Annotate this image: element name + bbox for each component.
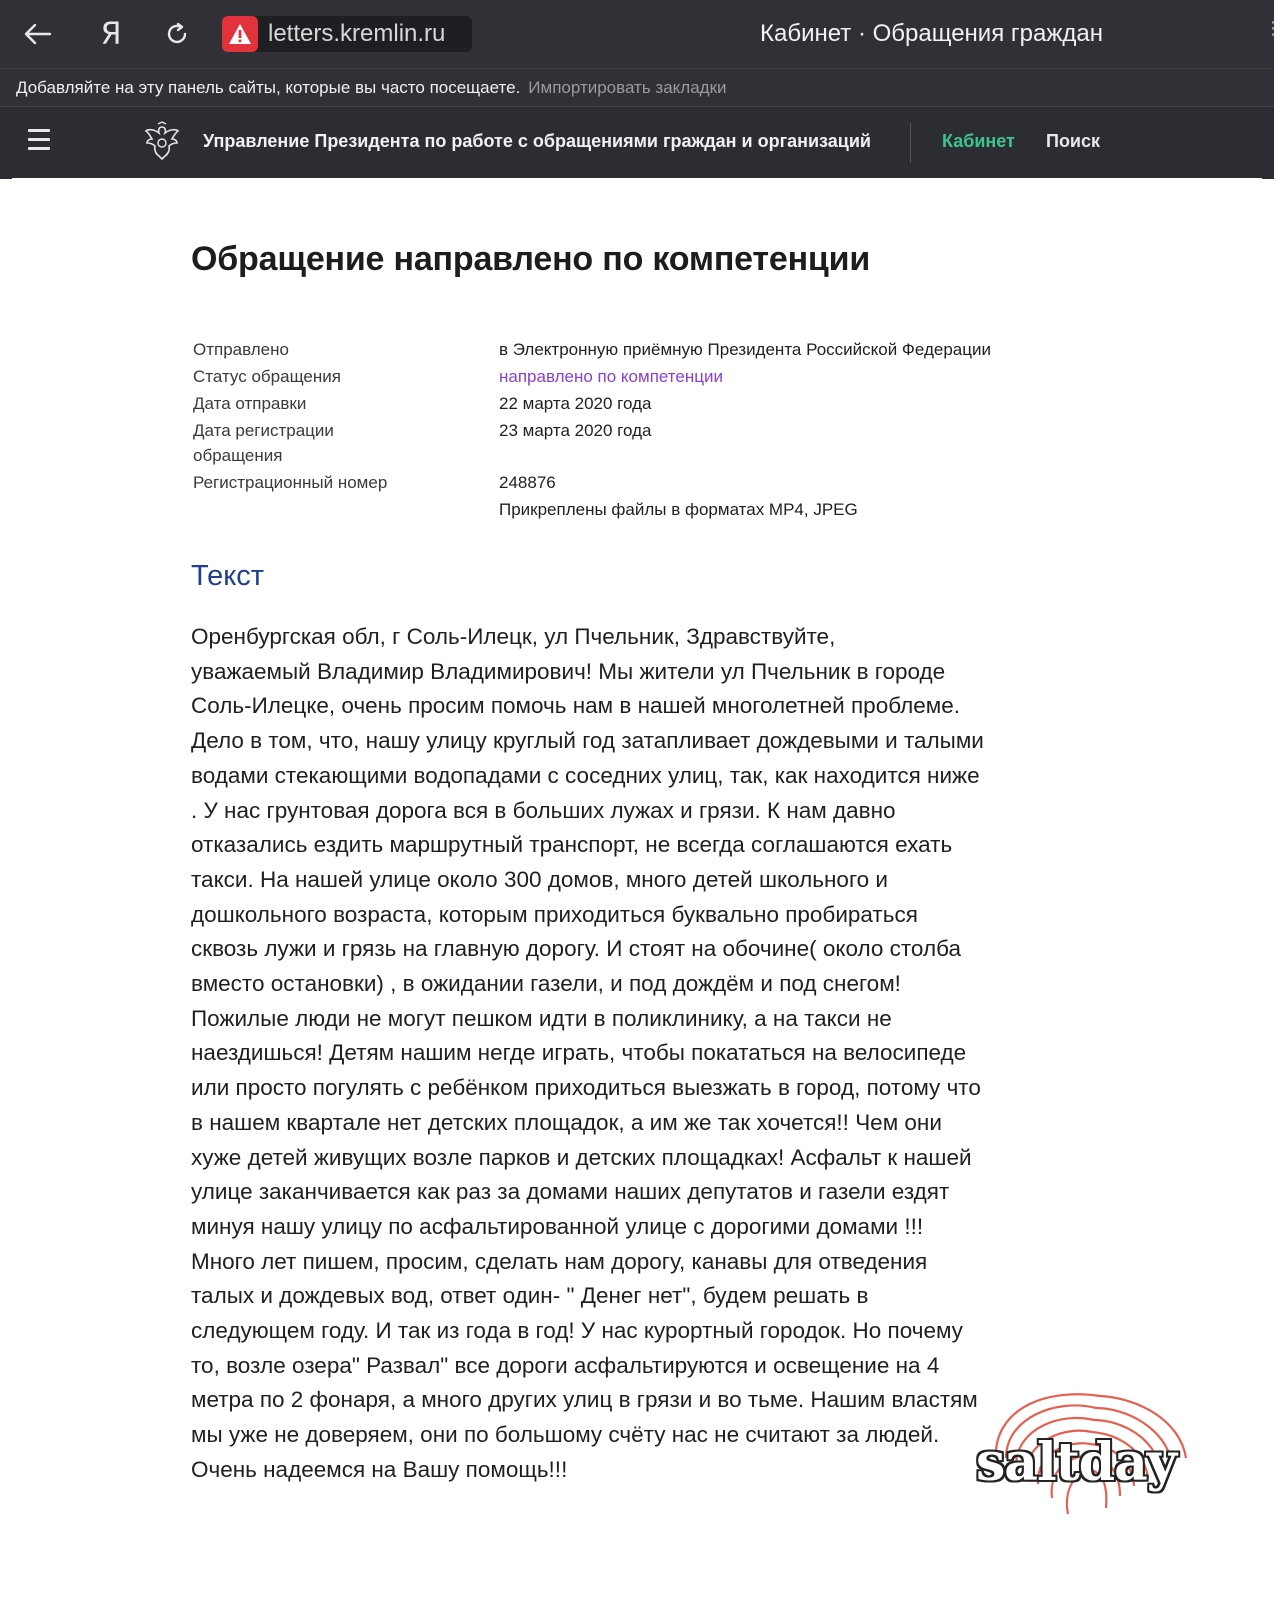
double-headed-eagle-icon[interactable] [144, 121, 180, 161]
appeal-text-line: или просто погулять с ребёнком приходиться выезжать в город, потому что [191, 1075, 981, 1101]
appeal-text-line: уважаемый Владимир Владимирович! Мы жители ул Пчельник в городе [191, 658, 946, 684]
header-divider [910, 123, 911, 163]
import-bookmarks-link[interactable]: Импортировать закладки [528, 77, 727, 97]
yandex-button[interactable]: Я [100, 16, 122, 52]
appeal-text-line: . У нас грунтовая дорога вся в больших лужах и грязи. К нам давно [191, 797, 896, 823]
meta-date-reg-value: 23 марта 2020 года [499, 421, 652, 440]
warning-icon[interactable] [222, 16, 258, 52]
bookmarks-hint: Добавляйте на эту панель сайты, которые вы часто посещаете. [16, 77, 521, 97]
appeal-text-line: сквозь лужи и грязь на главную дорогу. И стоят на обочине( около столба [191, 936, 961, 962]
appeal-text-line: Дело в том, что, нашу улицу круглый год затапливает дождевыми и талыми [191, 728, 984, 754]
meta-status-label: Статус обращения [193, 367, 341, 386]
appeal-text-line: Пожилые люди не могут пешком идти в поликлинику, а на такси не [191, 1005, 892, 1031]
meta-sent-label: Отправлено [193, 340, 289, 359]
appeal-text-line: дошкольного возраста, которым приходиться буквально пробираться [191, 901, 918, 927]
tab-title: Кабинет · Обращения граждан [760, 20, 1103, 47]
meta-reg-number-value: 248876 [499, 473, 556, 492]
meta-date-sent-label: Дата отправки [193, 394, 307, 413]
meta-status-value[interactable]: направлено по компетенции [499, 367, 723, 386]
section-heading-text: Текст [191, 560, 265, 592]
page-title: Обращение направлено по компетенции [191, 240, 871, 278]
meta-date-reg-label: Дата регистрации обращения [193, 421, 334, 465]
appeal-text-line: Очень надеемся на Вашу помощь!!! [191, 1456, 568, 1482]
appeal-text-line: такси. На нашей улице около 300 домов, много детей школьного и [191, 866, 888, 892]
address-bar[interactable] [222, 16, 472, 52]
appeal-text-line: талых и дождевых вод, ответ один- " Денег нет", будем решать в [191, 1283, 869, 1309]
appeal-text-line: хуже детей живущих возле парков и детских площадках! Асфальт к нашей [191, 1144, 972, 1170]
watermark-text: saltday [976, 1432, 1177, 1493]
appeal-text-line: Оренбургская обл, г Соль-Илецк, ул Пчельник, Здравствуйте, [191, 624, 836, 649]
appeal-text-line: отказались ездить маршрутный транспорт, не всегда соглашаются ехать [191, 832, 953, 858]
appeal-text-line: минуя нашу улицу по асфальтированной улице с дорогими домами !!! [191, 1213, 924, 1239]
appeal-text-line: водами стекающими водопадами с соседних улиц, так, как находится ниже [191, 762, 980, 788]
appeal-text-line: Много лет пишем, просим, сделать нам дорогу, канавы для отведения [191, 1248, 928, 1274]
bookmarks-bar [0, 68, 1274, 106]
browser-toolbar [0, 0, 1282, 68]
appeal-text-line: следующем году. И так из года в год! У нас курортный городок. Но почему [191, 1318, 963, 1344]
menu-icon[interactable] [28, 129, 50, 153]
nav-cabinet-link[interactable]: Кабинет [942, 131, 1015, 151]
appeal-text-line: вместо остановки) , в ожидании газели, и под дождём и под снегом! [191, 971, 901, 997]
meta-date-sent-value: 22 марта 2020 года [499, 394, 652, 413]
appeal-text-line: Соль-Илецке, очень просим помочь нам в нашей многолетней проблеме. [191, 693, 960, 719]
window-edge-icon: ⋮ [1264, 18, 1282, 38]
meta-reg-number-label: Регистрационный номер [193, 473, 388, 492]
appeal-text [191, 620, 1071, 1488]
appeal-text-line: мы уже не доверяем, они по большому счёту нас не считают за людей. [191, 1422, 940, 1448]
nav-search-link[interactable]: Поиск [1046, 131, 1101, 151]
appeal-text-line: улице заканчивается как раз за домами наших депутатов и газели ездят [191, 1179, 950, 1205]
appeal-text-line: метра по 2 фонаря, а много других улиц в грязи и во тьме. Нашим властям [191, 1387, 978, 1413]
appeal-text-line: в нашем квартале нет детских площадок, а им же так хочется!! Чем они [191, 1109, 942, 1135]
back-arrow-icon[interactable] [20, 14, 56, 54]
url-text: letters.kremlin.ru [268, 20, 446, 47]
appeal-text-line: наездишься! Детям нашим негде играть, чтобы покататься на велосипеде [191, 1040, 967, 1066]
org-name[interactable]: Управление Президента по работе с обращениями граждан и организаций [203, 131, 871, 151]
meta-attachments[interactable]: Прикреплены файлы в форматах MP4, JPEG [499, 500, 858, 519]
meta-sent-value: в Электронную приёмную Президента Российской Федерации [499, 340, 991, 359]
reload-icon[interactable] [160, 14, 194, 54]
site-header [0, 106, 1274, 179]
appeal-text-line: то, возле озера" Развал" все дороги асфальтируются и освещение на 4 [191, 1352, 940, 1378]
